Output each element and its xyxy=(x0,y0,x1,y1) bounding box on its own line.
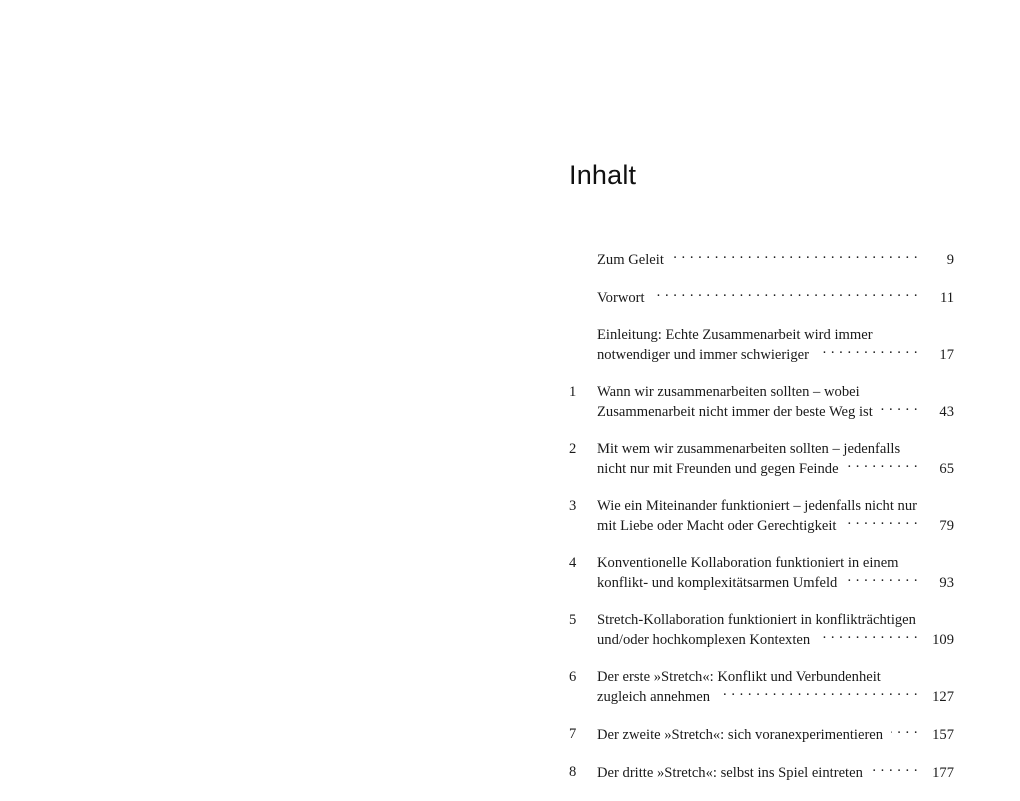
toc-entry-body xyxy=(597,326,954,365)
toc-entry-number: 8 xyxy=(569,764,577,780)
toc-entry[interactable] xyxy=(569,611,954,650)
toc-entry-body xyxy=(597,611,954,650)
toc-entry-number: 3 xyxy=(569,498,577,514)
toc-entry-title-line: und/oder hochkomplexen Kontexten xyxy=(597,632,811,648)
toc-entry[interactable] xyxy=(569,383,954,422)
toc-leader-dots xyxy=(653,288,918,302)
toc-leader-dots xyxy=(891,725,918,739)
toc-entry-title-line: Der dritte »Stretch«: selbst ins Spiel eintreten xyxy=(597,765,863,781)
toc-entry-title-line: Einleitung: Echte Zusammenarbeit wird immer xyxy=(597,327,873,343)
toc-entry-title-line: konflikt- und komplexitätsarmen Umfeld xyxy=(597,575,838,591)
toc-entry[interactable] xyxy=(569,326,954,365)
toc-entry-page-number: 17 xyxy=(939,347,954,363)
toc-entry[interactable] xyxy=(569,668,954,707)
toc-entry-page-number: 11 xyxy=(939,290,954,306)
toc-entry[interactable] xyxy=(569,497,954,536)
toc-entry-title-line: Mit wem wir zusammenarbeiten sollten – jedenfalls xyxy=(597,441,901,457)
toc-entry-title-line: Der erste »Stretch«: Konflikt und Verbundenheit xyxy=(597,669,881,685)
toc-entry-page-number: 79 xyxy=(939,518,954,534)
toc-entry-last-line xyxy=(597,250,954,270)
toc-entry[interactable] xyxy=(569,763,954,783)
toc-entry-title-line: Konventionelle Kollaboration funktioniert in einem xyxy=(597,555,899,571)
toc-entry[interactable] xyxy=(569,288,954,308)
toc-entry-page-number: 177 xyxy=(932,765,954,781)
toc-entry-title-line: Zusammenarbeit nicht immer der beste Weg ist xyxy=(597,404,873,420)
toc-entry-page-number: 127 xyxy=(932,689,954,705)
toc-entry-number: 4 xyxy=(569,555,577,571)
toc-entry-title-line: Vorwort xyxy=(597,290,645,306)
toc-entry-title-line: Wie ein Miteinander funktioniert – jedenfalls nicht nur xyxy=(597,498,917,514)
toc-leader-dots xyxy=(881,402,918,416)
toc-entry-body xyxy=(597,763,954,783)
toc-entry-body xyxy=(597,554,954,593)
toc-entry-last-line xyxy=(597,763,954,783)
toc-entry-last-line xyxy=(597,516,954,536)
toc-entry-title-line: Stretch-Kollaboration funktioniert in konflikträchtigen xyxy=(597,612,916,628)
toc-entry-number: 1 xyxy=(569,384,577,400)
toc-entry-last-line xyxy=(597,345,954,365)
toc-entry-title-line: Wann wir zusammenarbeiten sollten – wobei xyxy=(597,384,860,400)
toc-entry[interactable] xyxy=(569,725,954,745)
toc-entry-last-line xyxy=(597,402,954,422)
toc-entry-number: 5 xyxy=(569,612,577,628)
toc-entry-last-line xyxy=(597,459,954,479)
toc-entry-title-line: mit Liebe oder Macht oder Gerechtigkeit xyxy=(597,518,837,534)
toc-entry-page-number: 43 xyxy=(939,404,954,420)
toc-entry-body xyxy=(597,440,954,479)
toc-entry[interactable] xyxy=(569,250,954,270)
toc-entry-title-line: notwendiger und immer schwieriger xyxy=(597,347,809,363)
toc-entry-body xyxy=(597,668,954,707)
toc-entry[interactable] xyxy=(569,554,954,593)
toc-entry-last-line xyxy=(597,725,954,745)
toc-entry-number: 2 xyxy=(569,441,577,457)
toc-entry-title-line: Der zweite »Stretch«: sich voranexperimentieren xyxy=(597,727,884,743)
table-of-contents xyxy=(569,250,954,801)
toc-leader-dots xyxy=(847,459,918,473)
toc-entry-page-number: 9 xyxy=(946,252,954,268)
toc-leader-dots xyxy=(845,516,919,530)
toc-leader-dots xyxy=(718,687,918,701)
toc-entry-title-line: Zum Geleit xyxy=(597,252,664,268)
toc-entry-body xyxy=(597,250,954,270)
toc-entry-last-line xyxy=(597,630,954,650)
toc-entry-number: 7 xyxy=(569,726,577,742)
toc-entry[interactable] xyxy=(569,440,954,479)
toc-entry-body xyxy=(597,383,954,422)
toc-entry-last-line xyxy=(597,573,954,593)
page-title: Inhalt xyxy=(569,160,637,190)
toc-leader-dots xyxy=(672,250,918,264)
toc-entry-page-number: 157 xyxy=(932,727,954,743)
toc-entry-last-line xyxy=(597,687,954,707)
toc-entry-body xyxy=(597,497,954,536)
toc-entry-title-line: zugleich annehmen xyxy=(597,689,711,705)
toc-leader-dots xyxy=(871,763,918,777)
toc-entry-number: 6 xyxy=(569,669,577,685)
toc-leader-dots xyxy=(817,345,918,359)
toc-entry-page-number: 93 xyxy=(939,575,954,591)
toc-entry-last-line xyxy=(597,288,954,308)
toc-leader-dots xyxy=(818,630,918,644)
toc-entry-page-number: 109 xyxy=(932,632,954,648)
toc-entry-body xyxy=(597,288,954,308)
toc-entry-page-number: 65 xyxy=(939,461,954,477)
toc-entry-body xyxy=(597,725,954,745)
toc-leader-dots xyxy=(845,573,918,587)
toc-entry-title-line: nicht nur mit Freunden und gegen Feinde xyxy=(597,461,839,477)
